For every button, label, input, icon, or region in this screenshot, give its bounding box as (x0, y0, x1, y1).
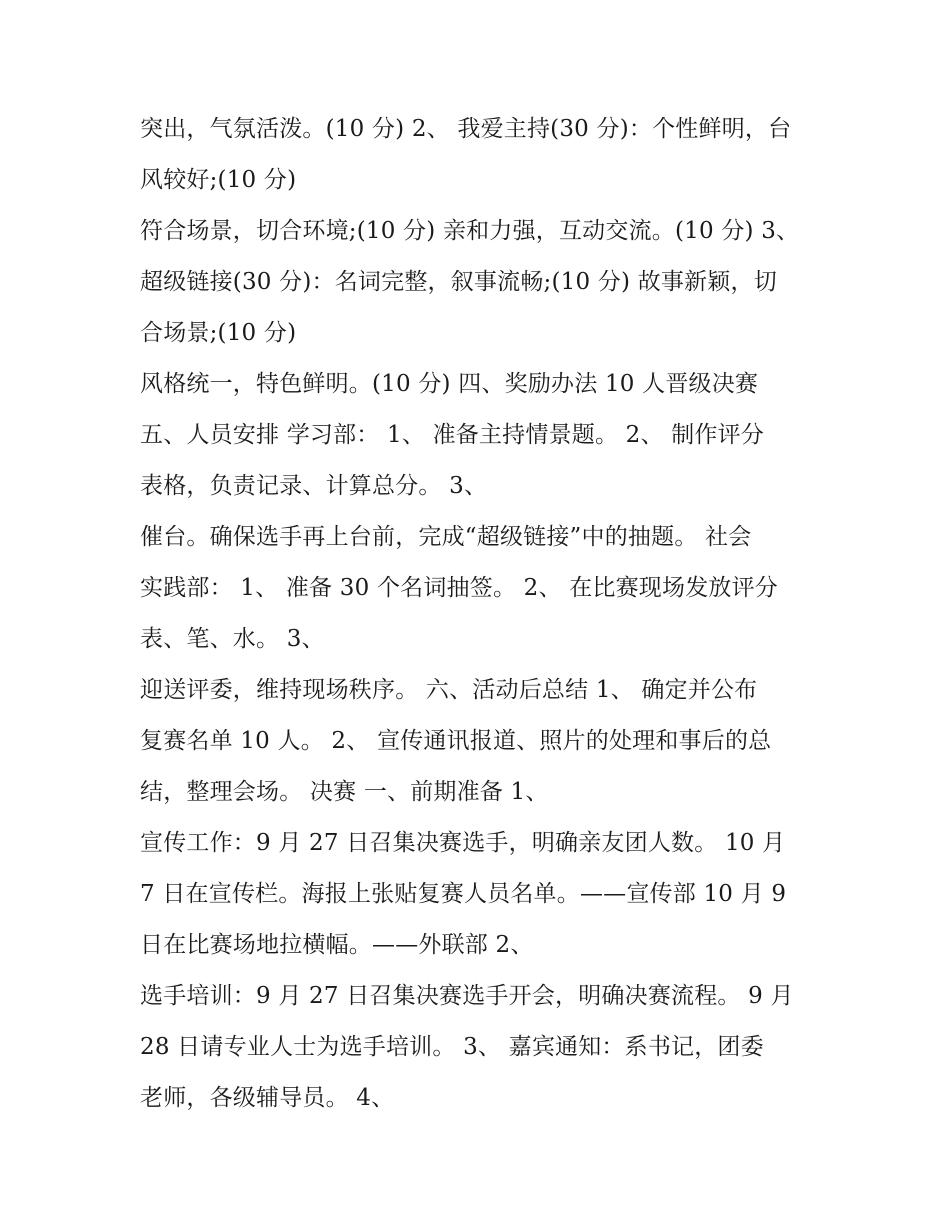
text-line: 五、人员安排 学习部： 1、 准备主持情景题。 2、 制作评分 (140, 422, 765, 448)
text-line: 老师，各级辅导员。 4、 (140, 1085, 395, 1111)
text-line: 催台。确保选手再上台前，完成“超级链接”中的抽题。 社会 (140, 524, 752, 550)
text-line: 风较好;(10 分) (140, 167, 297, 193)
text-line: 迎送评委，维持现场秩序。 六、活动后总结 1、 确定并公布 (140, 677, 758, 703)
text-line: 突出，气氛活泼。(10 分) 2、 我爱主持(30 分)：个性鲜明，台 (140, 116, 792, 142)
text-line: 复赛名单 10 人。 2、 宣传通讯报道、照片的处理和事后的总 (140, 728, 772, 754)
text-line: 风格统一，特色鲜明。(10 分) 四、奖励办法 10 人晋级决赛 (140, 371, 759, 397)
text-line: 实践部： 1、 准备 30 个名词抽签。 2、 在比赛现场发放评分 (140, 575, 778, 601)
text-line: 选手培训：9 月 27 日召集决赛选手开会，明确决赛流程。 9 月 (140, 983, 794, 1009)
text-line: 28 日请专业人士为选手培训。 3、 嘉宾通知：系书记，团委 (140, 1034, 764, 1060)
text-line: 7 日在宣传栏。海报上张贴复赛人员名单。——宣传部 10 月 9 (140, 881, 787, 907)
document-body (140, 104, 820, 1124)
text-line: 宣传工作：9 月 27 日召集决赛选手，明确亲友团人数。 10 月 (140, 830, 786, 856)
text-line: 结，整理会场。 决赛 一、前期准备 1、 (140, 779, 549, 805)
text-line: 合场景;(10 分) (140, 320, 297, 346)
text-line: 符合场景，切合环境;(10 分) 亲和力强，互动交流。(10 分) 3、 (140, 218, 800, 244)
text-line: 表、笔、水。 3、 (140, 626, 325, 652)
text-line: 超级链接(30 分)：名词完整，叙事流畅;(10 分) 故事新颖，切 (140, 269, 777, 295)
text-line: 表格，负责记录、计算总分。 3、 (140, 473, 488, 499)
text-line: 日在比赛场地拉横幅。——外联部 2、 (140, 932, 534, 958)
